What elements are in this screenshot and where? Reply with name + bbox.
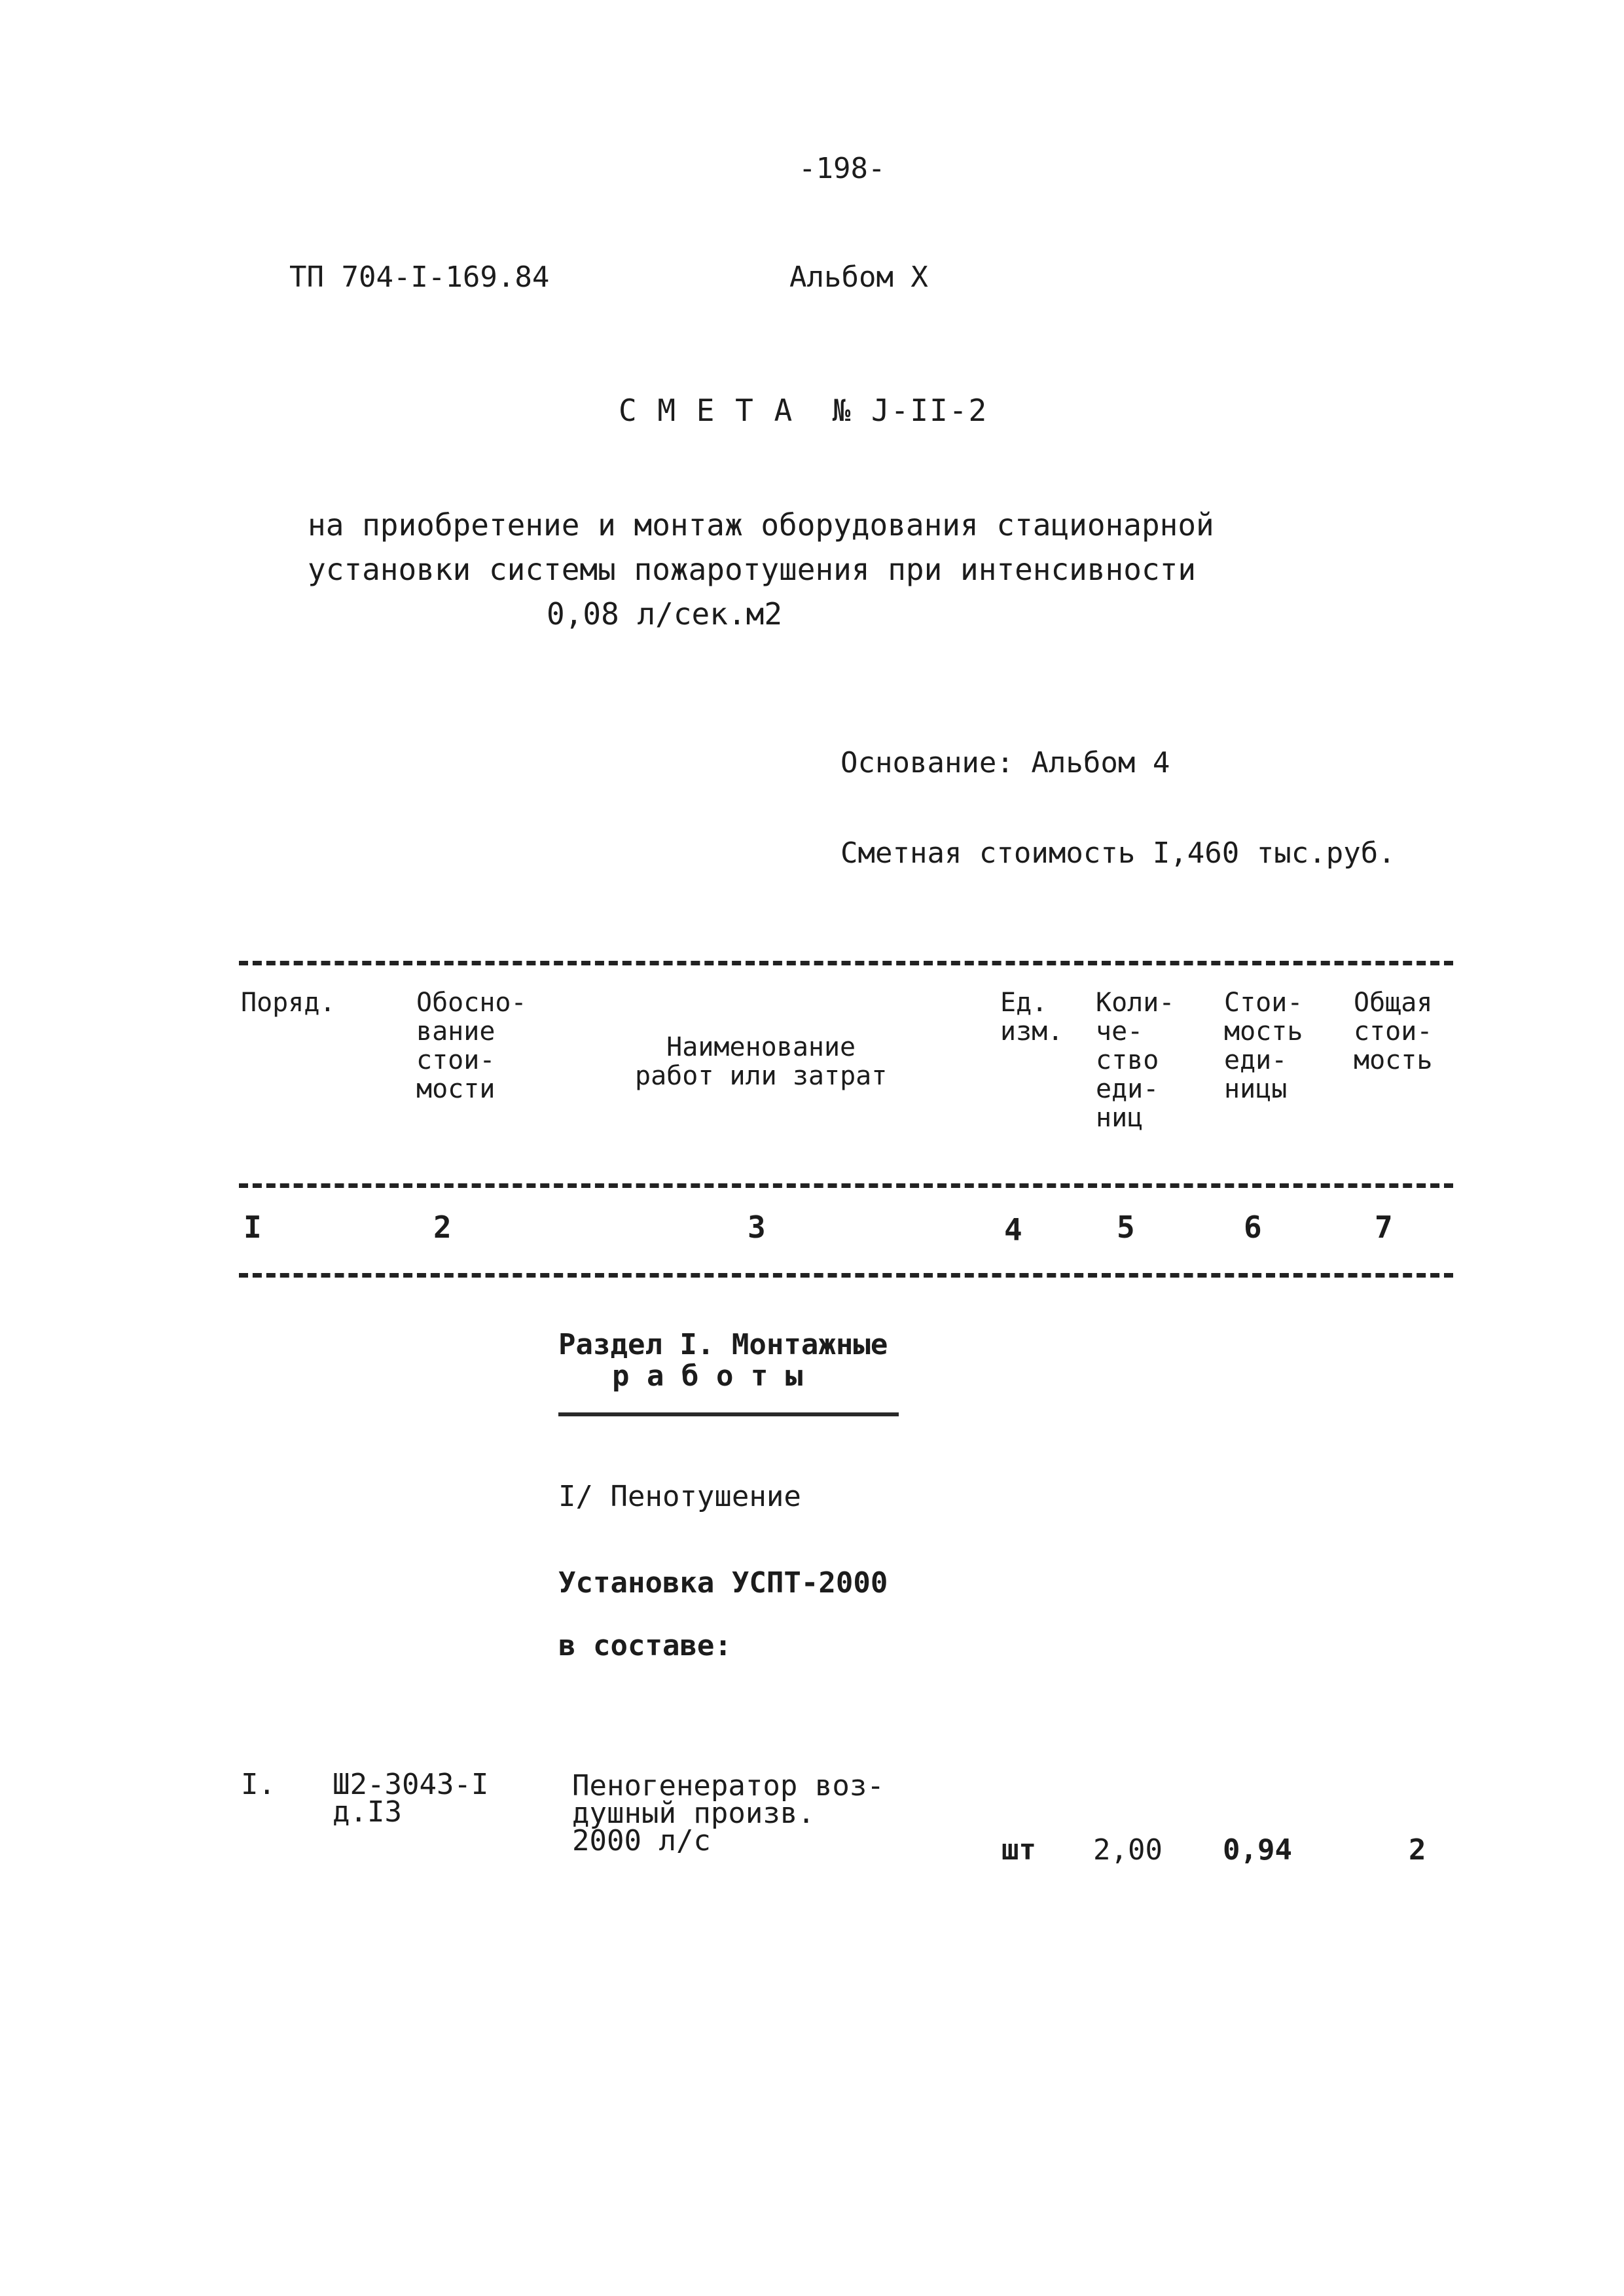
col-number-7: 7	[1375, 1210, 1393, 1245]
col-number-2: 2	[433, 1210, 452, 1245]
col-header-unit: Ед. изм.	[1000, 988, 1064, 1047]
estimated-cost-text: Сметная стоимость I,460 тыс.руб.	[840, 836, 1396, 870]
table-numbers-divider	[239, 1273, 1453, 1278]
col-number-4: 4	[1004, 1212, 1022, 1247]
page-number: -198-	[799, 152, 886, 185]
section-title-line-2: р а б о т ы	[612, 1359, 803, 1393]
row-quantity: 2,00	[1093, 1833, 1163, 1867]
col-header-basis: Обосно- вание стои- мости	[416, 988, 527, 1104]
subtitle-line-3: 0,08 л/сек.м2	[547, 596, 783, 632]
estimate-title: С М Е Т А № J-II-2	[619, 393, 988, 428]
subtitle-line-2: установки системы пожаротушения при интенсивности	[308, 552, 1197, 587]
subsection-title: I/ Пенотушение	[558, 1480, 801, 1513]
subtitle-line-1: на приобретение и монтаж оборудования стационарной	[308, 507, 1214, 543]
row-number: I.	[241, 1768, 276, 1801]
col-header-order: Поряд.	[241, 988, 336, 1018]
col-header-name: Наименование работ или затрат	[635, 1032, 888, 1091]
row-unit: шт	[1001, 1833, 1036, 1867]
col-header-total-cost: Общая стои- мость	[1354, 988, 1433, 1075]
basis-text: Основание: Альбом 4	[840, 746, 1170, 780]
col-number-1: I	[244, 1210, 262, 1245]
col-number-6: 6	[1244, 1210, 1262, 1245]
section-title-underline	[558, 1412, 899, 1416]
album-label: Альбом X	[789, 260, 928, 294]
col-number-5: 5	[1117, 1210, 1135, 1245]
col-header-unit-cost: Стои- мость еди- ницы	[1224, 988, 1303, 1104]
row-unit-cost: 0,94	[1223, 1833, 1292, 1867]
composition-label: в составе:	[558, 1629, 732, 1662]
document-code: ТП 704-I-169.84	[289, 260, 550, 294]
row-name: Пеногенератор воз- душный произв. 2000 л/с	[572, 1769, 884, 1857]
row-total-cost: 2	[1409, 1833, 1426, 1867]
col-number-3: 3	[748, 1210, 766, 1245]
section-title: Раздел I. Монтажные	[558, 1328, 888, 1361]
table-top-divider	[239, 961, 1453, 965]
row-basis: Ш2-3043-I д.I3	[333, 1768, 489, 1829]
col-header-quantity: Коли- че- ство еди- ниц	[1096, 988, 1175, 1133]
table-header-divider	[239, 1183, 1453, 1188]
installation-name: Установка УСПТ-2000	[558, 1566, 888, 1600]
